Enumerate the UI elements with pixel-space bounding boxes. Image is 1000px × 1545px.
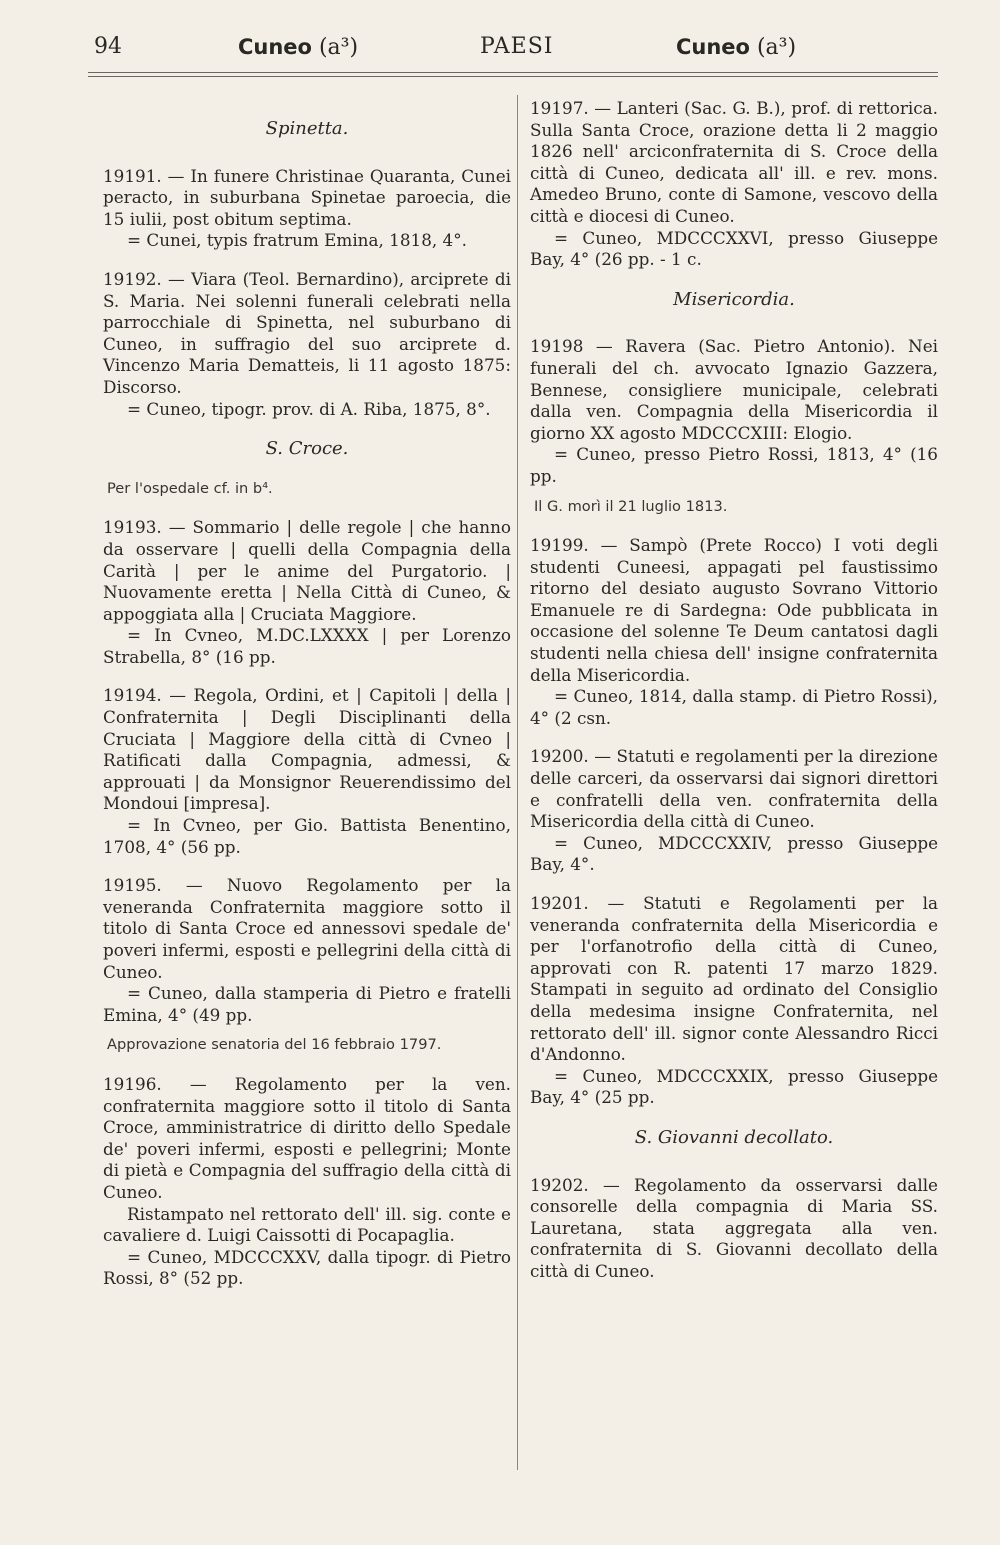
entry-19199 [530, 535, 938, 729]
header-center-title: PAESI [480, 34, 554, 59]
entry-19197 [530, 98, 938, 271]
header-right-title [676, 32, 796, 63]
entry-19194 [103, 685, 511, 858]
entry-19196 [103, 1074, 511, 1290]
header-rule-double [88, 76, 938, 77]
entry-imprint: = Cuneo, 1814, dalla stamp. di Pietro Rossi), 4° (2 csn. [530, 686, 938, 728]
running-header [88, 32, 938, 72]
header-right-place: Cuneo [676, 35, 750, 59]
column-divider [517, 95, 518, 1470]
entry-body: 19195. — Nuovo Regolamento per la veneranda Confraternita maggiore sotto il titolo di Santa Croce ed annessovi spedale de' poveri infermi, esposti e pellegrini della città di Cuneo. [103, 875, 511, 982]
entry-body: 19202. — Regolamento da osservarsi dalle consorelle della compagnia di Maria SS. Lauretana, stata aggregata alla ven. confraternita di S. Giovanni decollato della città di Cuneo. [530, 1174, 938, 1281]
note-gazzera: Il G. morì il 21 luglio 1813. [534, 497, 728, 515]
entry-imprint: = Cunei, typis fratrum Emina, 1818, 4°. [127, 230, 467, 251]
entry-imprint: = Cuneo, presso Pietro Rossi, 1813, 4° (16 pp. [530, 444, 938, 486]
entry-body: 19194. — Regola, Ordini, et | Capitoli | della | Confraternita | Degli Disciplinanti della Cruciata | Maggiore della città di Cvneo | Ratificati dalla Compagnia, admessi, & approuati | da Monsignor Reuerendissimo del Mondoui [impresa]. [103, 685, 511, 814]
section-heading-croce: S. Croce. [265, 438, 349, 460]
entry-19202 [530, 1175, 938, 1283]
section-heading-spinetta: Spinetta. [265, 118, 349, 139]
header-right-suffix: (a³) [749, 35, 797, 60]
entry-imprint: = Cuneo, tipogr. prov. di A. Riba, 1875, 8°. [127, 398, 491, 419]
entry-body: 19196. — Regolamento per la ven. confraternita maggiore sotto il titolo di Santa Croce, amministratrice di diritto dello Spedale de' poveri infermi, esposti e pellegrini; Monte di pietà e Compagnia del suffragio della città di Cuneo. [103, 1073, 511, 1202]
entry-body: 19193. — Sommario | delle regole | che hanno da osservare | quelli della Compagnia della Carità | per le anime del Purgatorio. | Nuovamente eretta | Nella Città di Cuneo, & appoggiata alla | Cruciata Maggiore. [103, 517, 511, 624]
entry-19193 [103, 517, 511, 668]
note-ospedale: Per l'ospedale cf. in b⁴. [107, 479, 273, 497]
entry-19191 [103, 166, 511, 252]
right-column [530, 98, 938, 1300]
header-left-suffix: (a³) [311, 35, 359, 60]
entry-body: 19198 — Ravera (Sac. Pietro Antonio). Nei funerali del ch. avvocato Ignazio Gazzera, Bennese, consigliere municipale, celebrati dalla ven. Compagnia della Misericordia il giorno XX agosto MDCCCXIII: Elogio. [530, 336, 938, 443]
entry-imprint: = Cuneo, MDCCCXXIV, presso Giuseppe Bay, 4°. [530, 832, 938, 875]
header-left-place: Cuneo [238, 35, 312, 59]
header-left-title [238, 32, 358, 63]
page-number: 94 [94, 34, 122, 59]
entry-body: 19197. — Lanteri (Sac. G. B.), prof. di rettorica. Sulla Santa Croce, orazione detta li 2 maggio 1826 nell' arciconfraternita di S. Croce della città di Cuneo, dedicata all' ill. e rev. mons. Amedeo Bruno, conte di Samone, vescovo della città e diocesi di Cuneo. [530, 98, 938, 226]
entry-imprint: = Cuneo, MDCCCXXIX, presso Giuseppe Bay, 4° (25 pp. [530, 1065, 938, 1108]
entry-19200 [530, 746, 938, 876]
entry-imprint: = In Cvneo, M.DC.LXXXX | per Lorenzo Strabella, 8° (16 pp. [103, 625, 511, 667]
entry-imprint: = Cuneo, MDCCCXXVI, presso Giuseppe Bay, 4° (26 pp. - 1 c. [530, 227, 938, 270]
entry-body-continued: Ristampato nel rettorato dell' ill. sig. conte e cavaliere d. Luigi Caissotti di Pocapaglia. [103, 1203, 511, 1246]
left-column [103, 98, 511, 1307]
entry-body: 19200. — Statuti e regolamenti per la direzione delle carceri, da osservarsi dai signori direttori e confratelli della ven. confraternita della Misericordia della città di Cuneo. [530, 746, 938, 832]
entry-body: 19192. — Viara (Teol. Bernardino), arciprete di S. Maria. Nei solenni funerali celebrati nella parrocchiale di Spinetta, nel suburbano di Cuneo, in suffragio del suo arciprete d. Vincenzo Maria Dematteis, li 11 agosto 1875: Discorso. [103, 268, 511, 397]
entry-body: 19191. — In funere Christinae Quaranta, Cunei peracto, in suburbana Spinetae paroecia, die 15 iulii, post obitum septima. [103, 165, 511, 229]
header-rule [88, 72, 938, 73]
section-heading-giovanni: S. Giovanni decollato. [634, 1126, 834, 1148]
entry-imprint: = In Cvneo, per Gio. Battista Benentino, 1708, 4° (56 pp. [103, 815, 511, 857]
entry-19192 [103, 269, 511, 420]
note-approvazione: Approvazione senatoria del 16 febbraio 1797. [107, 1036, 442, 1054]
section-heading-misericordia: Misericordia. [673, 288, 795, 310]
entry-19198 [530, 336, 938, 487]
entry-19195 [103, 875, 511, 1026]
entry-body: 19199. — Sampò (Prete Rocco) I voti degli studenti Cuneesi, appagati pel faustissimo ritorno del desiato augusto Sovrano Vittorio Emanuele re di Sardegna: Ode pubblicata in occasione del solenne Te Deum cantatosi dagli studenti nella chiesa dell' insigne confraternita della Misericordia. [530, 535, 938, 685]
entry-19201 [530, 893, 938, 1109]
entry-body: 19201. — Statuti e Regolamenti per la veneranda confraternita della Misericordia e per l'orfanotrofio della città di Cuneo, approvati con R. patenti 17 marzo 1829. Stampati in seguito ad ordinato del Consiglio della medesima insigne Confraternita, nel rettorato dell' ill. signor conte Alessandro Ricci d'Andonno. [530, 893, 938, 1065]
entry-imprint: = Cuneo, dalla stamperia di Pietro e fratelli Emina, 4° (49 pp. [103, 983, 511, 1025]
entry-imprint: = Cuneo, MDCCCXXV, dalla tipogr. di Pietro Rossi, 8° (52 pp. [103, 1246, 511, 1289]
